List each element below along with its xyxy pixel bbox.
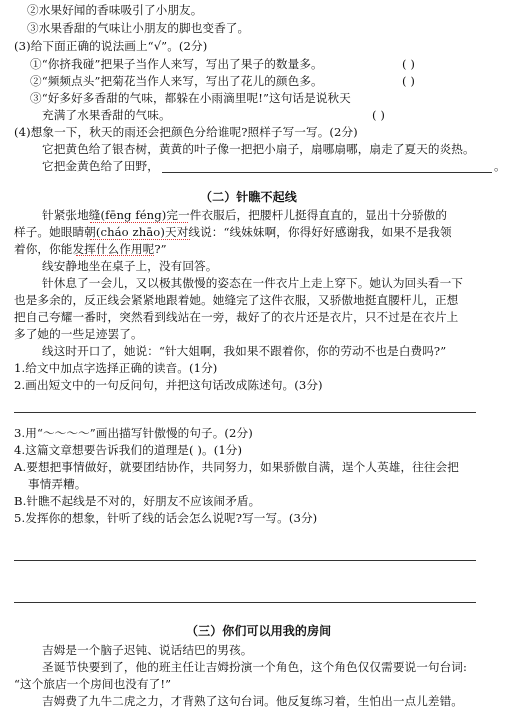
s2-para2: 线安静地坐在桌子上，没有回答。 — [42, 259, 218, 273]
section2-title: （二）针瞧不起线 — [200, 190, 297, 204]
s2-para4: 线这时开口了，她说：“针大姐啊，我如果不跟着你，你的劳动不也是白费吗?” — [42, 344, 447, 358]
q3-item-3-cont: 充满了水果香甜的气味。 — [42, 108, 171, 122]
s2-q5-answer-line-2[interactable] — [14, 602, 476, 603]
s2-para1-line2: 样子。她眼睛朝(cháo zhāo)天对线说：“线妹妹啊，你得好好感谢我，如果不是我领 — [14, 225, 452, 239]
q2-option-2: ②水果好闻的香味吸引了小朋友。 — [27, 3, 203, 17]
q4-end-mark: 。 — [494, 159, 506, 173]
s2-para3-line4: 多了她的一些足迹罢了。 — [14, 327, 143, 341]
s3-para2-line2: “这个旅店一个房间也没有了!” — [14, 677, 172, 691]
s2-option-a-line1: A.要想把事情做好，就要团结协作，共同努力，如果骄傲自满，逞个人英雄，往往会把 — [14, 460, 459, 474]
q4-prompt: 它把金黄色给了田野， — [42, 159, 159, 173]
s3-para1: 吉姆是一个脑子迟钝、说话结巴的男孩。 — [42, 643, 253, 657]
s2-para3-line3: 把自己夸耀一番时，突然看到线站在一旁，裁好了的衣片还是衣片，只不过是在衣片上 — [14, 310, 459, 324]
s2-question-1: 1.给文中加点字选择正确的读音。(1分) — [14, 361, 218, 375]
s2-question-4: 4.这篇文章想要告诉我们的道理是( )。(1分) — [14, 443, 243, 457]
s2-question-2: 2.画出短文中的一句反问句，并把这句话改成陈述句。(3分) — [14, 378, 323, 392]
s3-para3: 吉姆费了九牛二虎之力，才背熟了这句台词。他反复练习着，生怕出一点儿差错。 — [42, 694, 463, 708]
pinyin-underline-1 — [90, 222, 188, 223]
s2-q2-answer-line[interactable] — [14, 412, 476, 413]
q3-item-2: ②“频频点头”把菊花当作人来写，写出了花儿的颜色多。 — [30, 74, 323, 88]
s2-option-b: B.针瞧不起线是不对的，好朋友不应该闹矛盾。 — [14, 494, 261, 508]
s2-question-5: 5.发挥你的想象，针听了线的话会怎么说呢?写一写。(3分) — [14, 511, 318, 525]
q3-item-3-answer-box[interactable]: ( ) — [372, 108, 386, 122]
s2-question-3: 3.用“～～～～”画出描写针傲慢的句子。(2分) — [14, 426, 253, 440]
q3-stem: (3)给下面正确的说法画上“√”。(2分) — [14, 39, 208, 53]
pinyin-underline-2 — [90, 239, 190, 240]
section3-title: （三）你们可以用我的房间 — [186, 624, 332, 638]
q3-item-1: ①“你挤我碰”把果子当作人来写，写出了果子的数量多。 — [30, 57, 323, 71]
s2-para3-line1: 针休息了一会儿，又以极其傲慢的姿态在一件衣片上走上穿下。她认为回头看一下 — [42, 276, 463, 290]
q4-stem: (4)想象一下，秋天的雨还会把颜色分给谁呢?照样子写一写。(2分) — [14, 125, 358, 139]
s2-para1-line1: 针紧张地缝(fēng féng)完一件衣服后，把腰杆儿挺得直直的，显出十分骄傲的 — [42, 208, 448, 222]
q4-answer-line[interactable] — [162, 172, 492, 173]
phrase-underline — [76, 255, 154, 256]
q3-item-1-answer-box[interactable]: ( ) — [402, 57, 416, 71]
s2-option-a-line2: 事情弄糟。 — [28, 477, 87, 491]
q4-example: 它把黄色给了银杏树，黄黄的叶子像一把把小扇子，扇哪扇哪，扇走了夏天的炎热。 — [42, 142, 475, 156]
s2-para3-line2: 也是多余的，反正线会紧紧地跟着她。她缝完了这件衣服，又骄傲地挺直腰杆儿，正想 — [14, 293, 459, 307]
s2-q5-answer-line-1[interactable] — [14, 560, 476, 561]
s2-para1-line3: 着你，你能发挥什么作用呢?” — [14, 242, 167, 256]
q3-item-3: ③“好多好多香甜的气味，都躲在小雨滴里呢!”这句话是说秋天 — [30, 91, 351, 105]
q2-option-3: ③水果香甜的气味让小朋友的脚也变香了。 — [27, 21, 250, 35]
q3-item-2-answer-box[interactable]: ( ) — [402, 74, 416, 88]
s3-para2-line1: 圣诞节快要到了，他的班主任让吉姆扮演一个角色，这个角色仅仅需要说一句台词: — [42, 660, 467, 674]
